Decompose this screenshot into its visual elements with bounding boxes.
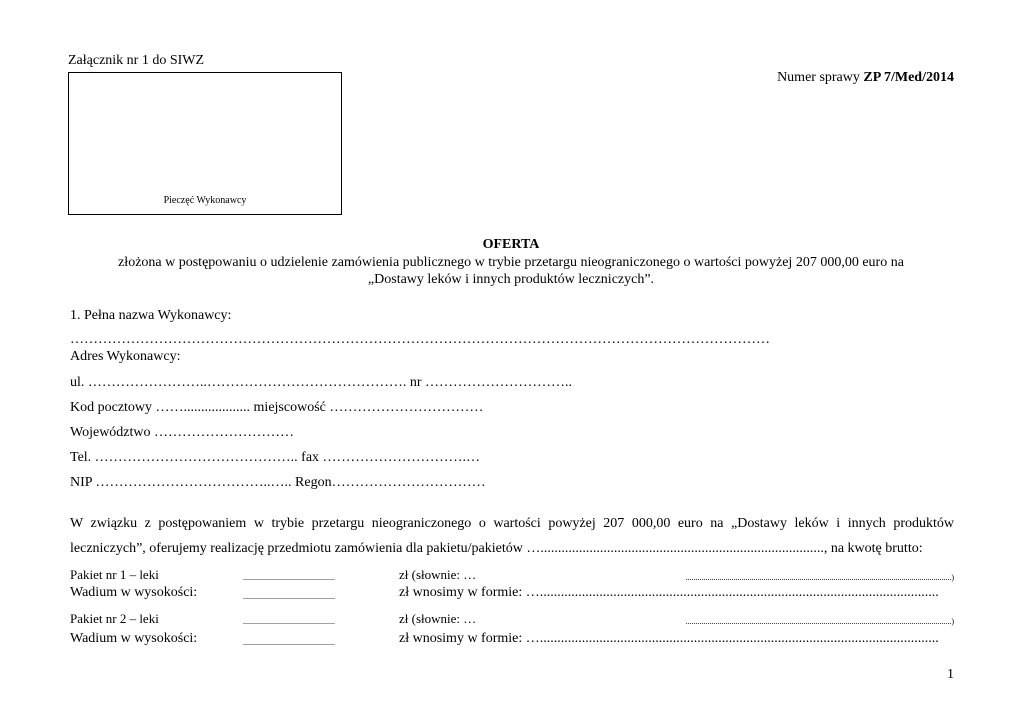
phone-fax-field[interactable]: Tel. …………………………………….. fax ………………………….… [70, 450, 481, 465]
offer-subtitle-line1: złożona w postępowaniu o udzielenie zamówienia publicznego w trybie przetargu nieograniczonego o wartości powyżej 207 000,00 euro na [118, 255, 904, 270]
page-number: 1 [947, 667, 954, 682]
contractor-stamp-box [68, 72, 342, 215]
package-1-deposit-label: Wadium w wysokości: [70, 585, 198, 600]
package-1-form-field[interactable]: zł wnosimy w formie: ….................................................................................................................. [399, 585, 939, 600]
package-1-words-field[interactable]: .....................................................................................................................................) [685, 573, 954, 582]
package-1-words-label: zł (słownie: … [399, 567, 477, 582]
voivodeship-field[interactable]: Województwo ………………………… [70, 425, 295, 440]
package-1-amount-field[interactable]: .............................................. [243, 573, 335, 582]
street-field[interactable]: ul. ……………………..……………………………………. nr ………………………….. [70, 375, 573, 390]
offer-subtitle-line2: „Dostawy leków i innych produktów leczniczych”. [367, 272, 655, 287]
package-2-words-label: zł (słownie: … [399, 611, 477, 626]
stamp-label: Pieczęć Wykonawcy [163, 195, 247, 206]
package-2-name: Pakiet nr 2 – leki [70, 611, 159, 626]
package-2-deposit-label: Wadium w wysokości: [70, 631, 198, 646]
nip-regon-field[interactable]: NIP ………………………………..….. Regon…………………………… [70, 475, 486, 490]
case-number-label: Numer sprawy [777, 70, 860, 85]
full-name-label: 1. Pełna nazwa Wykonawcy: [70, 308, 232, 323]
case-number-value: ZP 7/Med/2014 [863, 70, 954, 85]
attachment-label: Załącznik nr 1 do SIWZ [68, 53, 205, 68]
address-label: Adres Wykonawcy: [70, 349, 181, 364]
package-2-deposit-field[interactable]: .............................................. [243, 638, 335, 647]
offer-title: OFERTA [482, 237, 540, 252]
statement-line2: leczniczych”, oferujemy realizację przedmiotu zamówienia dla pakietu/pakietów …................................................................................., na kwotę brutto: [70, 541, 923, 556]
package-2-amount-field[interactable]: .............................................. [243, 617, 335, 626]
full-name-field[interactable]: …………………………………………………………………………………………………………………………………… [70, 332, 770, 347]
package-2-words-field[interactable]: .....................................................................................................................................) [685, 617, 954, 626]
statement-line1: W związku z postępowaniem w trybie przetargu nieograniczonego o wartości powyżej 207 000,00 euro na „Dostawy leków i innych produktów [70, 516, 954, 531]
postal-code-field[interactable]: Kod pocztowy ……................... miejscowość …………………………… [70, 400, 484, 415]
case-number [777, 69, 954, 86]
package-1-name: Pakiet nr 1 – leki [70, 567, 159, 582]
package-2-form-field[interactable]: zł wnosimy w formie: ….................................................................................................................. [399, 631, 939, 646]
package-1-deposit-field[interactable]: .............................................. [243, 592, 335, 601]
